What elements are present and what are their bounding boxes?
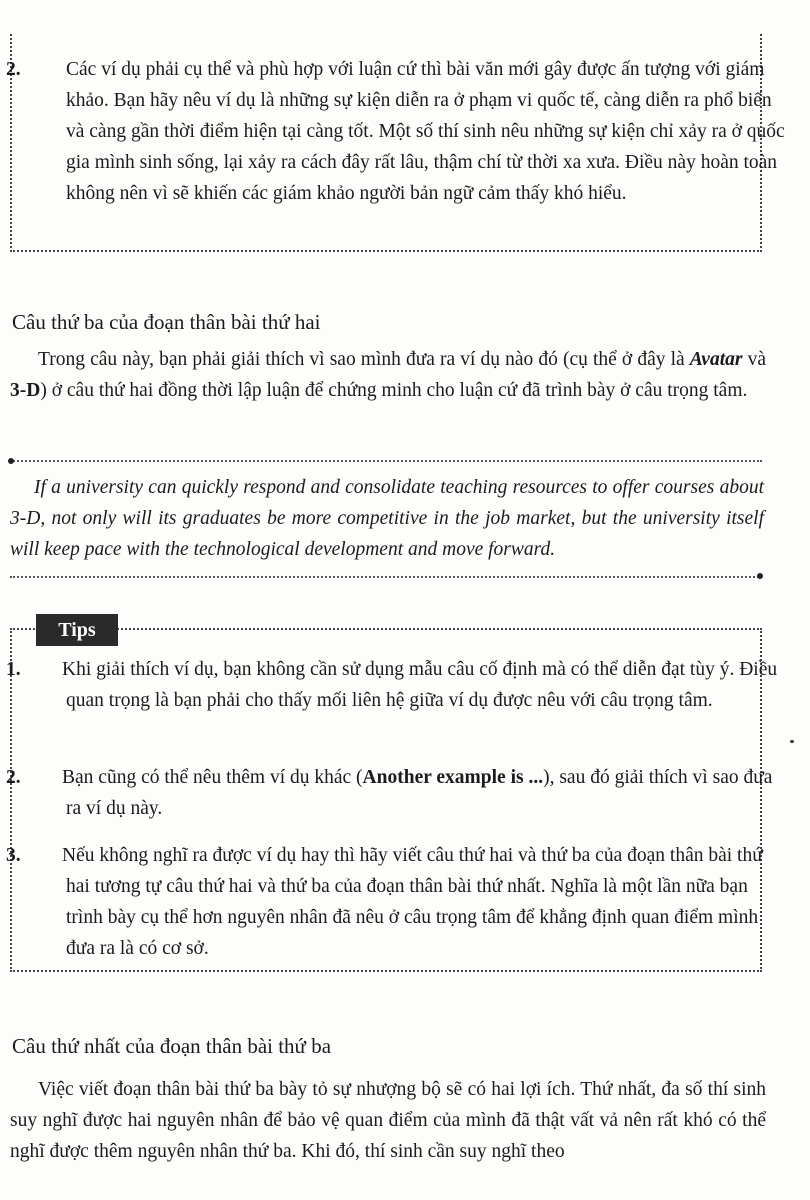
tip-item-3 xyxy=(6,840,786,964)
tips-label: Tips xyxy=(36,614,118,646)
note-item-text: Các ví dụ phải cụ thể và phù hợp với luận cứ thì bài văn mới gây được ấn tượng với giám khảo. Bạn hãy nêu ví dụ là những sự kiện diễn ra ở phạm vi quốc tế, càng diễn ra phổ biến và càng gần thời điểm hiện tại càng tốt. Một số thí sinh nêu những sự kiện chỉ xảy ra ở quốc gia mình sinh sống, lại xảy ra cách đây rất lâu, thậm chí từ thời xa xưa. Điều này hoàn toàn không nên vì sẽ khiến các giám khảo người bản ngữ cảm thấy khó hiểu. xyxy=(66,59,785,204)
section-heading-third-sentence: Câu thứ ba của đoạn thân bài thứ hai xyxy=(12,310,321,334)
rule-dot-left xyxy=(8,458,14,464)
tip-text-2: ), sau đó giải thích vì sao đưa ra ví dụ này. xyxy=(66,767,773,819)
tip-text-1: Bạn cũng có thể nêu thêm ví dụ khác ( xyxy=(62,767,363,788)
tip-number: 3. xyxy=(6,845,21,866)
tip-item-2 xyxy=(6,762,786,824)
tip-number: 2. xyxy=(6,767,21,788)
tip-text: Nếu không nghĩ ra được ví dụ hay thì hãy viết câu thứ hai và thứ ba của đoạn thân bài thứ hai tương tự câu thứ hai và thứ ba của đoạn thân bài thứ nhất. Nghĩa là một lần nữa bạn trình bày cụ thể hơn nguyên nhân đã nêu ở câu trọng tâm để khẳng định quan điểm mình đưa ra là có cơ sở. xyxy=(62,845,763,959)
note-item-2 xyxy=(6,54,786,209)
rule-dot-right xyxy=(757,573,763,579)
example-bottom-rule xyxy=(10,576,762,578)
stray-mark xyxy=(790,740,794,743)
para-bold-avatar: Avatar xyxy=(689,349,743,370)
tip-text: Khi giải thích ví dụ, bạn không cần sử dụng mẫu câu cố định mà có thể diễn đạt tùy ý. Điều quan trọng là bạn phải cho thấy mối liên hệ giữa ví dụ được nêu với câu trọng tâm. xyxy=(62,659,778,711)
section-paragraph xyxy=(10,344,766,406)
section-heading-first-sentence: Câu thứ nhất của đoạn thân bài thứ ba xyxy=(12,1034,332,1058)
example-sentence: If a university can quickly respond and consolidate teaching resources to offer courses about 3-D, not only will its graduates be more competitive in the job market, but the university itself will keep pace with the technological development and move forward. xyxy=(10,477,764,560)
para-bold-3d: 3-D xyxy=(10,380,41,401)
tips-box xyxy=(6,619,778,972)
para-text-2: và xyxy=(742,349,766,370)
section2-paragraph: Việc viết đoạn thân bài thứ ba bày tỏ sự nhượng bộ sẽ có hai lợi ích. Thứ nhất, đa số thí sinh suy nghĩ được hai nguyên nhân để bảo vệ quan điểm của mình đã thật vất vả nên rất khó có thể nghĩ được thêm nguyên nhân thứ ba. Khi đó, thí sinh cần suy nghĩ theo xyxy=(10,1079,766,1162)
tip-number: 1. xyxy=(6,659,21,680)
tip-item-1 xyxy=(6,654,786,716)
para-text-3: ) ở câu thứ hai đồng thời lập luận để chứng minh cho luận cứ đã trình bày ở câu trọng tâm. xyxy=(40,380,748,401)
note-box-continued xyxy=(6,34,785,252)
para-text-1: Trong câu này, bạn phải giải thích vì sao mình đưa ra ví dụ nào đó (cụ thể ở đây là xyxy=(38,349,690,370)
tip-bold-phrase: Another example is ... xyxy=(362,767,544,788)
note-item-number: 2. xyxy=(6,59,21,80)
example-top-rule xyxy=(10,460,762,462)
